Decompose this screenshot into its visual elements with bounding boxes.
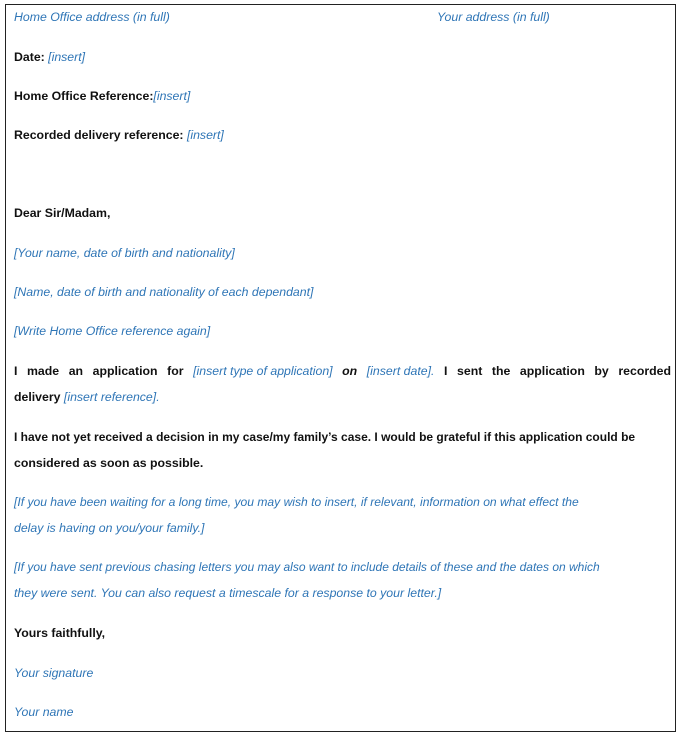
word: for <box>167 364 184 378</box>
decision-paragraph-line-2: considered as soon as possible. <box>14 456 204 470</box>
recorded-delivery-reference-value: [insert] <box>186 128 224 142</box>
word: delivery <box>14 390 61 404</box>
closing: Yours faithfully, <box>14 626 106 640</box>
application-date-placeholder: [insert date]. <box>366 364 435 378</box>
name-placeholder: Your name <box>14 705 74 719</box>
chasing-letters-paragraph-line-2: they were sent. You can also request a timescale for a response to your letter.] <box>14 586 442 600</box>
word: made <box>27 364 60 378</box>
home-office-reference-value: [insert] <box>153 89 191 103</box>
word: by <box>594 364 609 378</box>
word: I <box>444 364 448 378</box>
recorded-reference-placeholder: [insert reference]. <box>63 390 160 404</box>
your-address: Your address (in full) <box>437 10 550 24</box>
application-paragraph-line-1 <box>14 363 671 379</box>
word: the <box>491 364 511 378</box>
word: on <box>342 364 358 378</box>
decision-paragraph-line-1: I have not yet received a decision in my case/my family’s case. I would be grateful if this application could be <box>14 430 636 444</box>
home-office-reference-field <box>14 88 190 104</box>
word: I <box>14 364 18 378</box>
word: sent <box>457 364 483 378</box>
application-paragraph-line-2 <box>14 389 160 405</box>
date-value: [insert] <box>48 50 86 64</box>
recorded-delivery-reference-field <box>14 127 224 143</box>
signature-placeholder: Your signature <box>14 666 94 680</box>
date-field <box>14 49 85 65</box>
chasing-letters-paragraph-line-1: [If you have sent previous chasing letters you may also want to include details of these and the dates on which <box>14 560 600 574</box>
home-office-reference-again-placeholder: [Write Home Office reference again] <box>14 324 211 338</box>
dependant-details-placeholder: [Name, date of birth and nationality of each dependant] <box>14 285 314 299</box>
word: recorded <box>618 364 671 378</box>
your-details-placeholder: [Your name, date of birth and nationality] <box>14 246 235 260</box>
word: application <box>92 364 158 378</box>
word: an <box>68 364 84 378</box>
home-office-reference-label: Home Office Reference: <box>14 89 154 103</box>
word: application <box>519 364 585 378</box>
application-type-placeholder: [insert type of application] <box>193 364 333 378</box>
delay-effect-paragraph-line-2: delay is having on you/your family.] <box>14 521 205 535</box>
salutation: Dear Sir/Madam, <box>14 206 111 220</box>
home-office-address: Home Office address (in full) <box>14 10 170 24</box>
date-label: Date: <box>14 50 45 64</box>
delay-effect-paragraph-line-1: [If you have been waiting for a long time, you may wish to insert, if relevant, information on what effect the <box>14 495 579 509</box>
recorded-delivery-reference-label: Recorded delivery reference: <box>14 128 184 142</box>
